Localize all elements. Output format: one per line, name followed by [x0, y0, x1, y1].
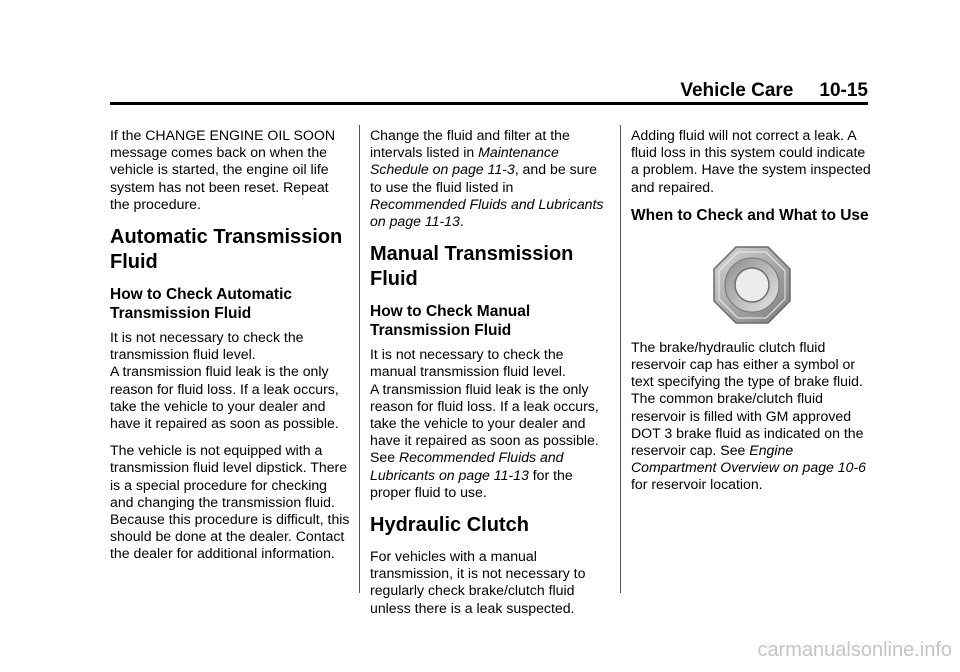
paragraph: It is not necessary to check the transmission fluid level.	[110, 329, 304, 363]
paragraph: A transmission fluid leak is the only reason for fluid loss. If a leak occurs, take the vehicle to your dealer and have it repaired as soon as possible.	[110, 363, 339, 432]
reservoir-cap-image	[631, 245, 873, 325]
subsection-heading: How to Check Automatic Transmission Fluid	[110, 286, 292, 323]
text: Change the fluid and filter at the intervals listed in	[370, 127, 570, 161]
column-divider	[620, 125, 621, 593]
paragraph	[631, 339, 873, 494]
cross-reference-link[interactable]: Recommended Fluids and Lubricants on page 11-13	[370, 195, 604, 230]
column-2	[370, 127, 612, 627]
page-number: 10-15	[819, 80, 868, 101]
paragraph	[370, 381, 612, 501]
paragraph: For vehicles with a manual transmission, it is not necessary to regularly check brake/clutch fluid unless there is a leak suspected.	[370, 548, 586, 616]
section-title: Vehicle Care	[680, 80, 794, 101]
header-rule	[110, 102, 868, 105]
page-header	[110, 82, 868, 100]
text: A transmission fluid leak is the only reason for fluid loss. If a leak occurs, take the vehicle to your dealer and have it repaired as soon as possible. See	[370, 380, 599, 466]
section-heading: Manual Transmission Fluid	[370, 243, 574, 291]
column-3	[631, 127, 873, 504]
column-divider	[359, 125, 360, 593]
paragraph	[370, 127, 612, 230]
paragraph: Adding fluid will not correct a leak. A fluid loss in this system could indicate a problem. Have the system inspected and repaired.	[631, 127, 871, 195]
text: .	[459, 213, 464, 230]
text: for the proper fluid to use.	[370, 466, 573, 500]
text: The brake/hydraulic clutch fluid reservoir cap has either a symbol or text specifying the type of brake fluid. The common brake/clutch fluid reservoir is filled with GM approved DOT 3 brake fluid as indicated on the reservoir cap. See	[631, 338, 864, 459]
paragraph: It is not necessary to check the manual transmission fluid level.	[370, 346, 566, 380]
text: , and be sure to use the fluid listed in	[370, 161, 597, 195]
subsection-heading: When to Check and What to Use	[631, 206, 869, 224]
section-heading: Automatic Transmission Fluid	[110, 226, 343, 274]
section-heading: Hydraulic Clutch	[370, 514, 529, 537]
cross-reference-link[interactable]: Engine Compartment Overview on page 10-6	[631, 442, 867, 476]
reservoir-cap-icon	[712, 245, 792, 325]
paragraph: If the CHANGE ENGINE OIL SOON message comes back on when the vehicle is started, the engine oil life system has not been reset. Repeat the procedure.	[110, 127, 336, 212]
cross-reference-link[interactable]: Recommended Fluids and Lubricants on page 11-13	[370, 449, 564, 483]
column-1	[110, 127, 352, 573]
cross-reference-link[interactable]: Maintenance Schedule on page 11-3	[370, 144, 559, 178]
paragraph: The vehicle is not equipped with a transmission fluid level dipstick. There is a special procedure for checking and changing the transmission fluid. Because this procedure is difficult, this should be done at the dealer. Contact the dealer for additional information.	[110, 442, 350, 562]
text: for reservoir location.	[631, 476, 763, 493]
watermark: carmanualsonline.info	[757, 639, 952, 661]
subsection-heading: How to Check Manual Transmission Fluid	[370, 303, 531, 340]
